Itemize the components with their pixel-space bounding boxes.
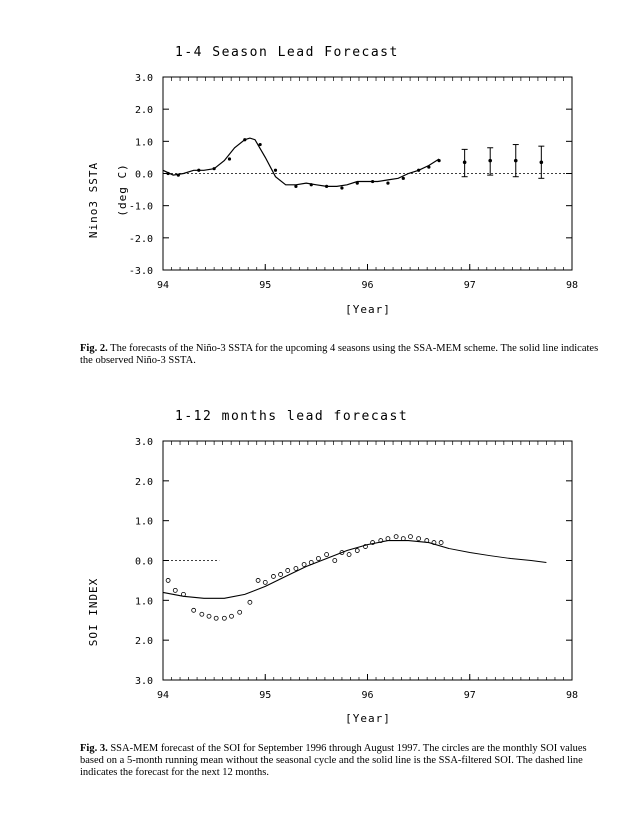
observed-soi-circle bbox=[238, 610, 242, 614]
observed-soi-circle bbox=[355, 549, 359, 553]
observed-soi-circle bbox=[309, 560, 313, 564]
hindcast-point bbox=[437, 159, 440, 162]
figure-3-xlabel: [Year] bbox=[345, 712, 391, 725]
observed-soi-circle bbox=[214, 616, 218, 620]
y-tick-label: -1.0 bbox=[128, 201, 153, 213]
observed-soi-circle bbox=[325, 553, 329, 557]
x-tick-label: 97 bbox=[463, 280, 476, 291]
x-tick-label: 95 bbox=[259, 280, 272, 291]
observed-soi-circle bbox=[256, 578, 260, 582]
observed-soi-circle bbox=[294, 566, 298, 570]
x-tick-label: 96 bbox=[361, 280, 374, 291]
hindcast-point bbox=[356, 182, 359, 185]
observed-soi-circle bbox=[200, 612, 204, 616]
observed-soi-circle bbox=[302, 562, 306, 566]
x-tick-label: 98 bbox=[565, 280, 579, 291]
forecast-point bbox=[540, 160, 544, 164]
hindcast-point bbox=[310, 183, 313, 186]
figure-2-yunit: (deg C) bbox=[116, 163, 129, 217]
hindcast-point bbox=[177, 174, 180, 177]
forecast-point bbox=[514, 159, 518, 163]
hindcast-point bbox=[402, 177, 405, 180]
observed-soi-circle bbox=[271, 574, 275, 578]
observed-soi-circle bbox=[394, 535, 398, 539]
observed-soi-circle bbox=[286, 568, 290, 572]
observed-soi-circle bbox=[316, 557, 320, 561]
y-tick-label: 2.0 bbox=[134, 105, 153, 117]
observed-soi-circle bbox=[386, 537, 390, 541]
hindcast-point bbox=[294, 185, 297, 188]
figure-3-caption-label: Fig. 3. bbox=[80, 743, 108, 754]
observed-soi-circle bbox=[401, 537, 405, 541]
ssa-filtered-soi-line bbox=[163, 541, 449, 599]
observed-soi-circle bbox=[192, 608, 196, 612]
y-tick-label: 2.0 bbox=[134, 476, 153, 488]
figure-3-title: 1-12 months lead forecast bbox=[175, 409, 409, 424]
x-tick-label: 97 bbox=[463, 690, 476, 701]
figure-2-plot-area bbox=[129, 73, 578, 291]
hindcast-point bbox=[274, 169, 277, 172]
hindcast-point bbox=[197, 169, 200, 172]
soi-forecast-line bbox=[449, 549, 546, 563]
figure-2-caption bbox=[80, 343, 600, 367]
figure-3-caption bbox=[80, 743, 600, 779]
y-tick-label: 1.0 bbox=[134, 137, 153, 149]
hindcast-point bbox=[340, 186, 343, 189]
observed-soi-circle bbox=[248, 600, 252, 604]
observed-soi-circle bbox=[279, 572, 283, 576]
figure-2-caption-label: Fig. 2. bbox=[80, 343, 108, 354]
plot-frame bbox=[163, 441, 572, 680]
observed-soi-circle bbox=[230, 614, 234, 618]
y-tick-label: 3.0 bbox=[134, 437, 153, 448]
observed-soi-circle bbox=[347, 553, 351, 557]
hindcast-point bbox=[427, 165, 430, 168]
x-tick-label: 94 bbox=[156, 690, 170, 701]
y-tick-label: 3.0 bbox=[134, 676, 153, 687]
observed-soi-circle bbox=[166, 578, 170, 582]
observed-ssta-line bbox=[163, 138, 439, 186]
hindcast-point bbox=[417, 169, 420, 172]
observed-soi-circle bbox=[173, 588, 177, 592]
observed-soi-circle bbox=[408, 535, 412, 539]
figure-2-xlabel: [Year] bbox=[345, 303, 391, 316]
x-tick-label: 98 bbox=[565, 690, 579, 701]
figure-3-plot-area bbox=[135, 437, 578, 701]
y-tick-label: 1.0 bbox=[134, 516, 153, 528]
y-tick-label: 0.0 bbox=[134, 169, 153, 181]
y-tick-label: -3.0 bbox=[128, 266, 153, 277]
figure-3-caption-text: SSA-MEM forecast of the SOI for September 1996 through August 1997. The circles are the monthly SOI values based on a 5-month running mean without the seasonal cycle and the solid line is the SSA-filtered SOI. The dashed line indicates the forecast for the next 12 months. bbox=[80, 743, 587, 778]
x-tick-label: 94 bbox=[156, 280, 170, 291]
y-tick-label: 3.0 bbox=[134, 73, 153, 84]
observed-soi-circle bbox=[333, 559, 337, 563]
x-tick-label: 95 bbox=[259, 690, 272, 701]
y-tick-label: 0.0 bbox=[134, 556, 153, 568]
x-tick-label: 96 bbox=[361, 690, 374, 701]
hindcast-point bbox=[325, 185, 328, 188]
forecast-point bbox=[488, 159, 492, 163]
hindcast-point bbox=[228, 157, 231, 160]
observed-soi-circle bbox=[439, 541, 443, 545]
figure-2-ylabel: Nino3 SSTA bbox=[87, 161, 100, 239]
hindcast-point bbox=[167, 172, 170, 175]
observed-soi-circle bbox=[263, 580, 267, 584]
hindcast-point bbox=[259, 143, 262, 146]
figure-3-ylabel: SOI INDEX bbox=[87, 577, 100, 647]
figure-2-chart bbox=[0, 0, 637, 340]
hindcast-point bbox=[243, 138, 246, 141]
observed-soi-circle bbox=[417, 537, 421, 541]
figure-3-chart bbox=[0, 390, 637, 730]
forecast-point bbox=[463, 160, 467, 164]
figure-2-caption-text: The forecasts of the Niño-3 SSTA for the upcoming 4 seasons using the SSA-MEM scheme. The solid line indicates the observed Niño-3 SSTA. bbox=[80, 343, 599, 366]
observed-soi-circle bbox=[207, 614, 211, 618]
observed-soi-circle bbox=[222, 616, 226, 620]
y-tick-label: 1.0 bbox=[134, 596, 153, 608]
figure-2-title: 1-4 Season Lead Forecast bbox=[175, 45, 399, 60]
hindcast-point bbox=[213, 167, 216, 170]
hindcast-point bbox=[371, 180, 374, 183]
hindcast-point bbox=[386, 182, 389, 185]
y-tick-label: -2.0 bbox=[128, 233, 153, 245]
y-tick-label: 2.0 bbox=[134, 636, 153, 648]
